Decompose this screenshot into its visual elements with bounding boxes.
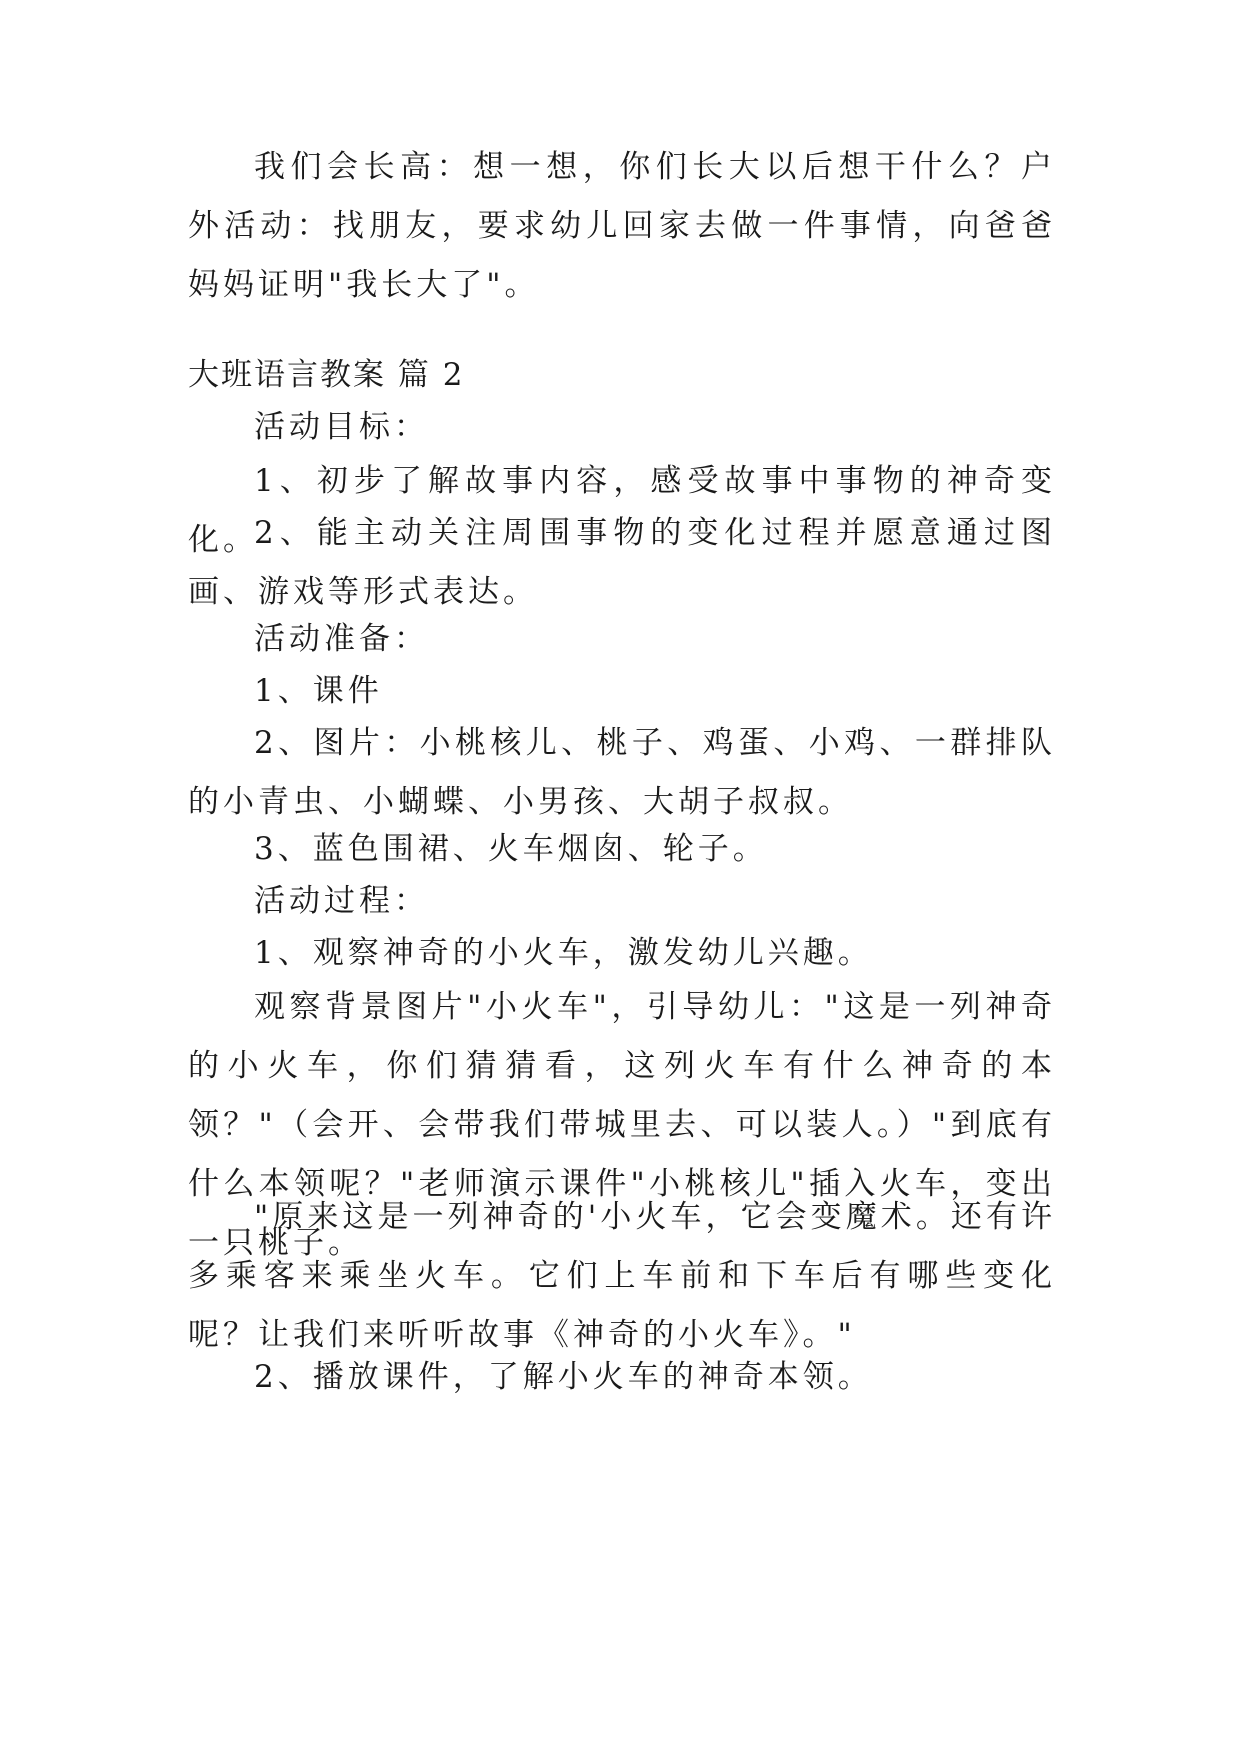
process-item-2: 2、播放课件，了解小火车的神奇本领。 xyxy=(254,1359,873,1395)
process-item-1-detail: 观察背景图片"小火车"，引导幼儿："这是一列神奇的小火车，你们猜猜看，这列火车有什么神奇的本领？"（会开、会带我们带城里去、可以装人。）"到底有什么本领呢？"老师演示课件"小桃核儿"插入火车，变出一只桃子。 xyxy=(188,989,1056,1261)
process-item-1-quote: "原来这是一列神奇的'小火车，它会变魔术。还有许多乘客来乘坐火车。它们上车前和下车后有哪些变化呢？让我们来听听故事《神奇的小火车》。" xyxy=(188,1199,1056,1353)
process-heading: 活动过程： xyxy=(254,883,429,919)
goal-item-2: 2、能主动关注周围事物的变化过程并愿意通过图画、游戏等形式表达。 xyxy=(188,515,1056,610)
process-item-1: 1、观察神奇的小火车，激发幼儿兴趣。 xyxy=(254,935,873,971)
goal-heading: 活动目标： xyxy=(254,409,429,445)
prep-item-1: 1、课件 xyxy=(254,673,383,709)
prep-item-2: 2、图片：小桃核儿、桃子、鸡蛋、小鸡、一群排队的小青虫、小蝴蝶、小男孩、大胡子叔叔。 xyxy=(188,725,1056,820)
section-title: 大班语言教案 篇 2 xyxy=(188,357,465,393)
goal-item-1: 1、初步了解故事内容，感受故事中事物的神奇变化。 xyxy=(188,463,1056,558)
intro-paragraph: 我们会长高：想一想，你们长大以后想干什么？户外活动：找朋友，要求幼儿回家去做一件事情，向爸爸妈妈证明"我长大了"。 xyxy=(188,149,1056,303)
prep-heading: 活动准备： xyxy=(254,621,429,657)
prep-item-3: 3、蓝色围裙、火车烟囱、轮子。 xyxy=(254,831,768,867)
